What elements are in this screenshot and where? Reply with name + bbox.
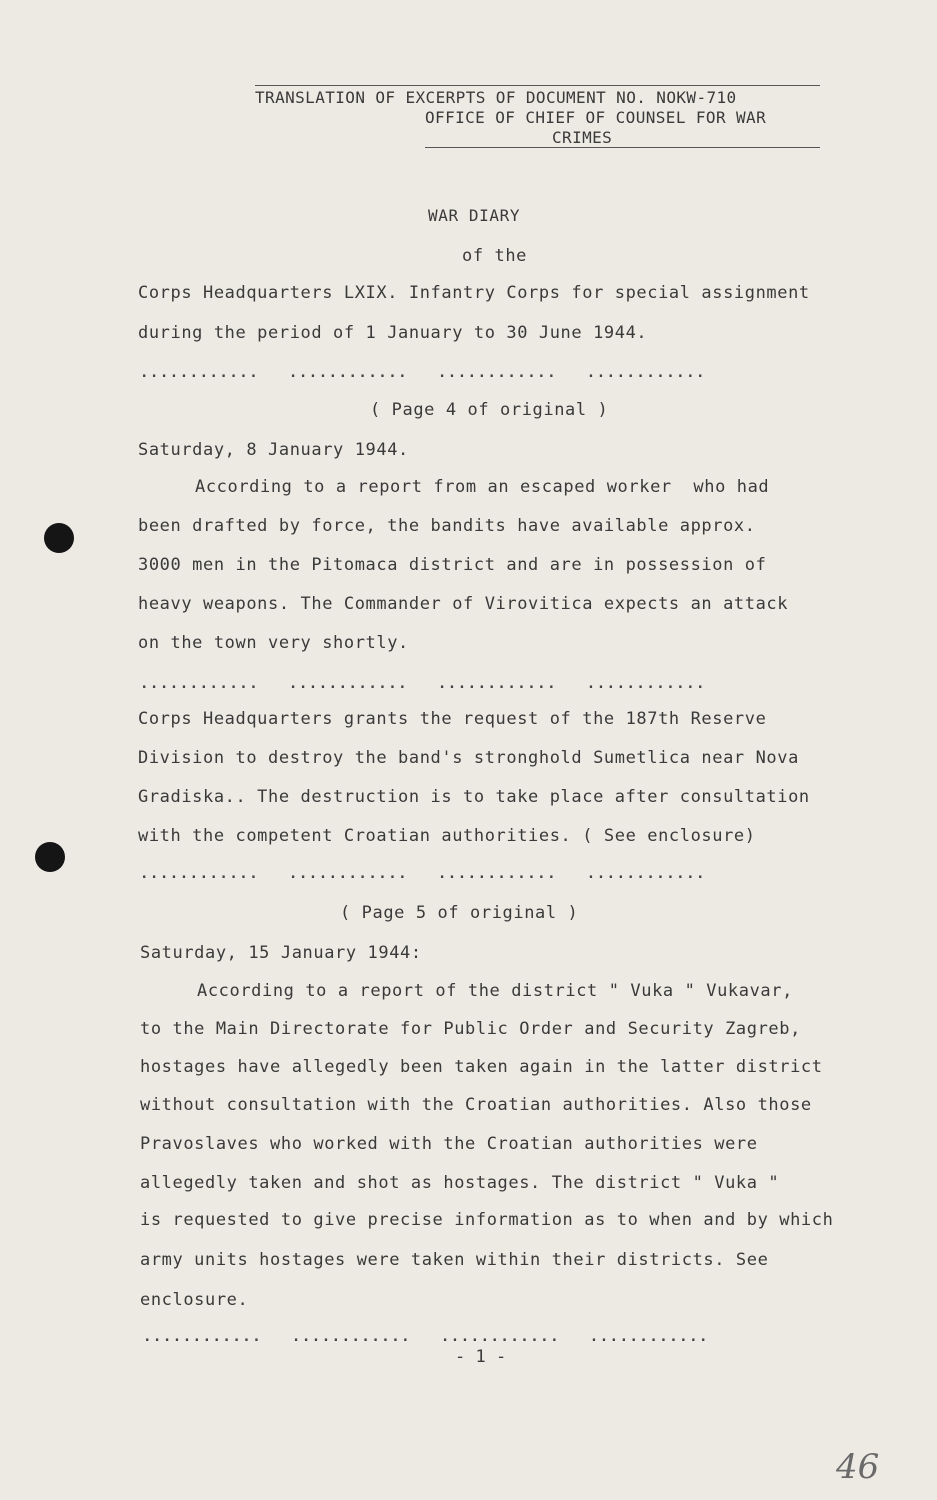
header-line-3: CRIMES <box>552 128 613 147</box>
title-line-2: during the period of 1 January to 30 June 1944. <box>138 323 648 343</box>
header-bottom-rule <box>425 147 820 148</box>
punch-hole-bottom <box>35 842 65 872</box>
paragraph-3-line-6: allegedly taken and shot as hostages. The district " Vuka " <box>140 1173 780 1193</box>
paragraph-2-line-4: with the competent Croatian authorities. ( See enclosure) <box>138 826 756 846</box>
separator-2: ............ ............ ............ ............ <box>140 676 706 692</box>
paragraph-2-line-1: Corps Headquarters grants the request of the 187th Reserve <box>138 709 767 729</box>
entry-date-1: Saturday, 8 January 1944. <box>138 440 409 460</box>
paragraph-2-line-3: Gradiska.. The destruction is to take place after consultation <box>138 787 810 807</box>
header-line-2: OFFICE OF CHIEF OF COUNSEL FOR WAR <box>425 108 767 127</box>
entry-date-2: Saturday, 15 January 1944: <box>140 943 422 963</box>
paragraph-1-line-1: According to a report from an escaped worker who had <box>195 477 770 497</box>
page-number: - 1 - <box>455 1347 507 1367</box>
paragraph-3-line-5: Pravoslaves who worked with the Croatian authorities were <box>140 1134 758 1154</box>
diary-subtitle: of the <box>462 246 528 266</box>
paragraph-3-line-1: According to a report of the district " Vuka " Vukavar, <box>197 981 793 1001</box>
paragraph-3-line-9: enclosure. <box>140 1290 249 1310</box>
handwritten-folio-number: 46 <box>836 1447 880 1487</box>
paragraph-3-line-2: to the Main Directorate for Public Order and Security Zagreb, <box>140 1019 801 1039</box>
page-5-marker: ( Page 5 of original ) <box>340 903 579 923</box>
paragraph-1-line-3: 3000 men in the Pitomaca district and are in possession of <box>138 555 767 575</box>
paragraph-3-line-7: is requested to give precise information as to when and by which <box>140 1210 834 1230</box>
diary-title: WAR DIARY <box>428 206 521 225</box>
page-4-marker: ( Page 4 of original ) <box>370 400 609 420</box>
separator-3: ............ ............ ............ ............ <box>140 866 706 882</box>
paragraph-1-line-4: heavy weapons. The Commander of Virovitica expects an attack <box>138 594 789 614</box>
paragraph-1-line-5: on the town very shortly. <box>138 633 409 653</box>
punch-hole-top <box>44 523 74 553</box>
header-top-rule <box>255 85 820 86</box>
paragraph-3-line-3: hostages have allegedly been taken again in the latter district <box>140 1057 823 1077</box>
header-line-1: TRANSLATION OF EXCERPTS OF DOCUMENT NO. NOKW-710 <box>255 88 737 107</box>
paragraph-2-line-2: Division to destroy the band's stronghold Sumetlica near Nova <box>138 748 799 768</box>
paragraph-1-line-2: been drafted by force, the bandits have available approx. <box>138 516 756 536</box>
separator-4: ............ ............ ............ ............ <box>143 1329 709 1345</box>
separator-1: ............ ............ ............ ............ <box>140 365 706 381</box>
title-line-1: Corps Headquarters LXIX. Infantry Corps for special assignment <box>138 283 810 303</box>
paragraph-3-line-8: army units hostages were taken within their districts. See <box>140 1250 769 1270</box>
paragraph-3-line-4: without consultation with the Croatian authorities. Also those <box>140 1095 812 1115</box>
